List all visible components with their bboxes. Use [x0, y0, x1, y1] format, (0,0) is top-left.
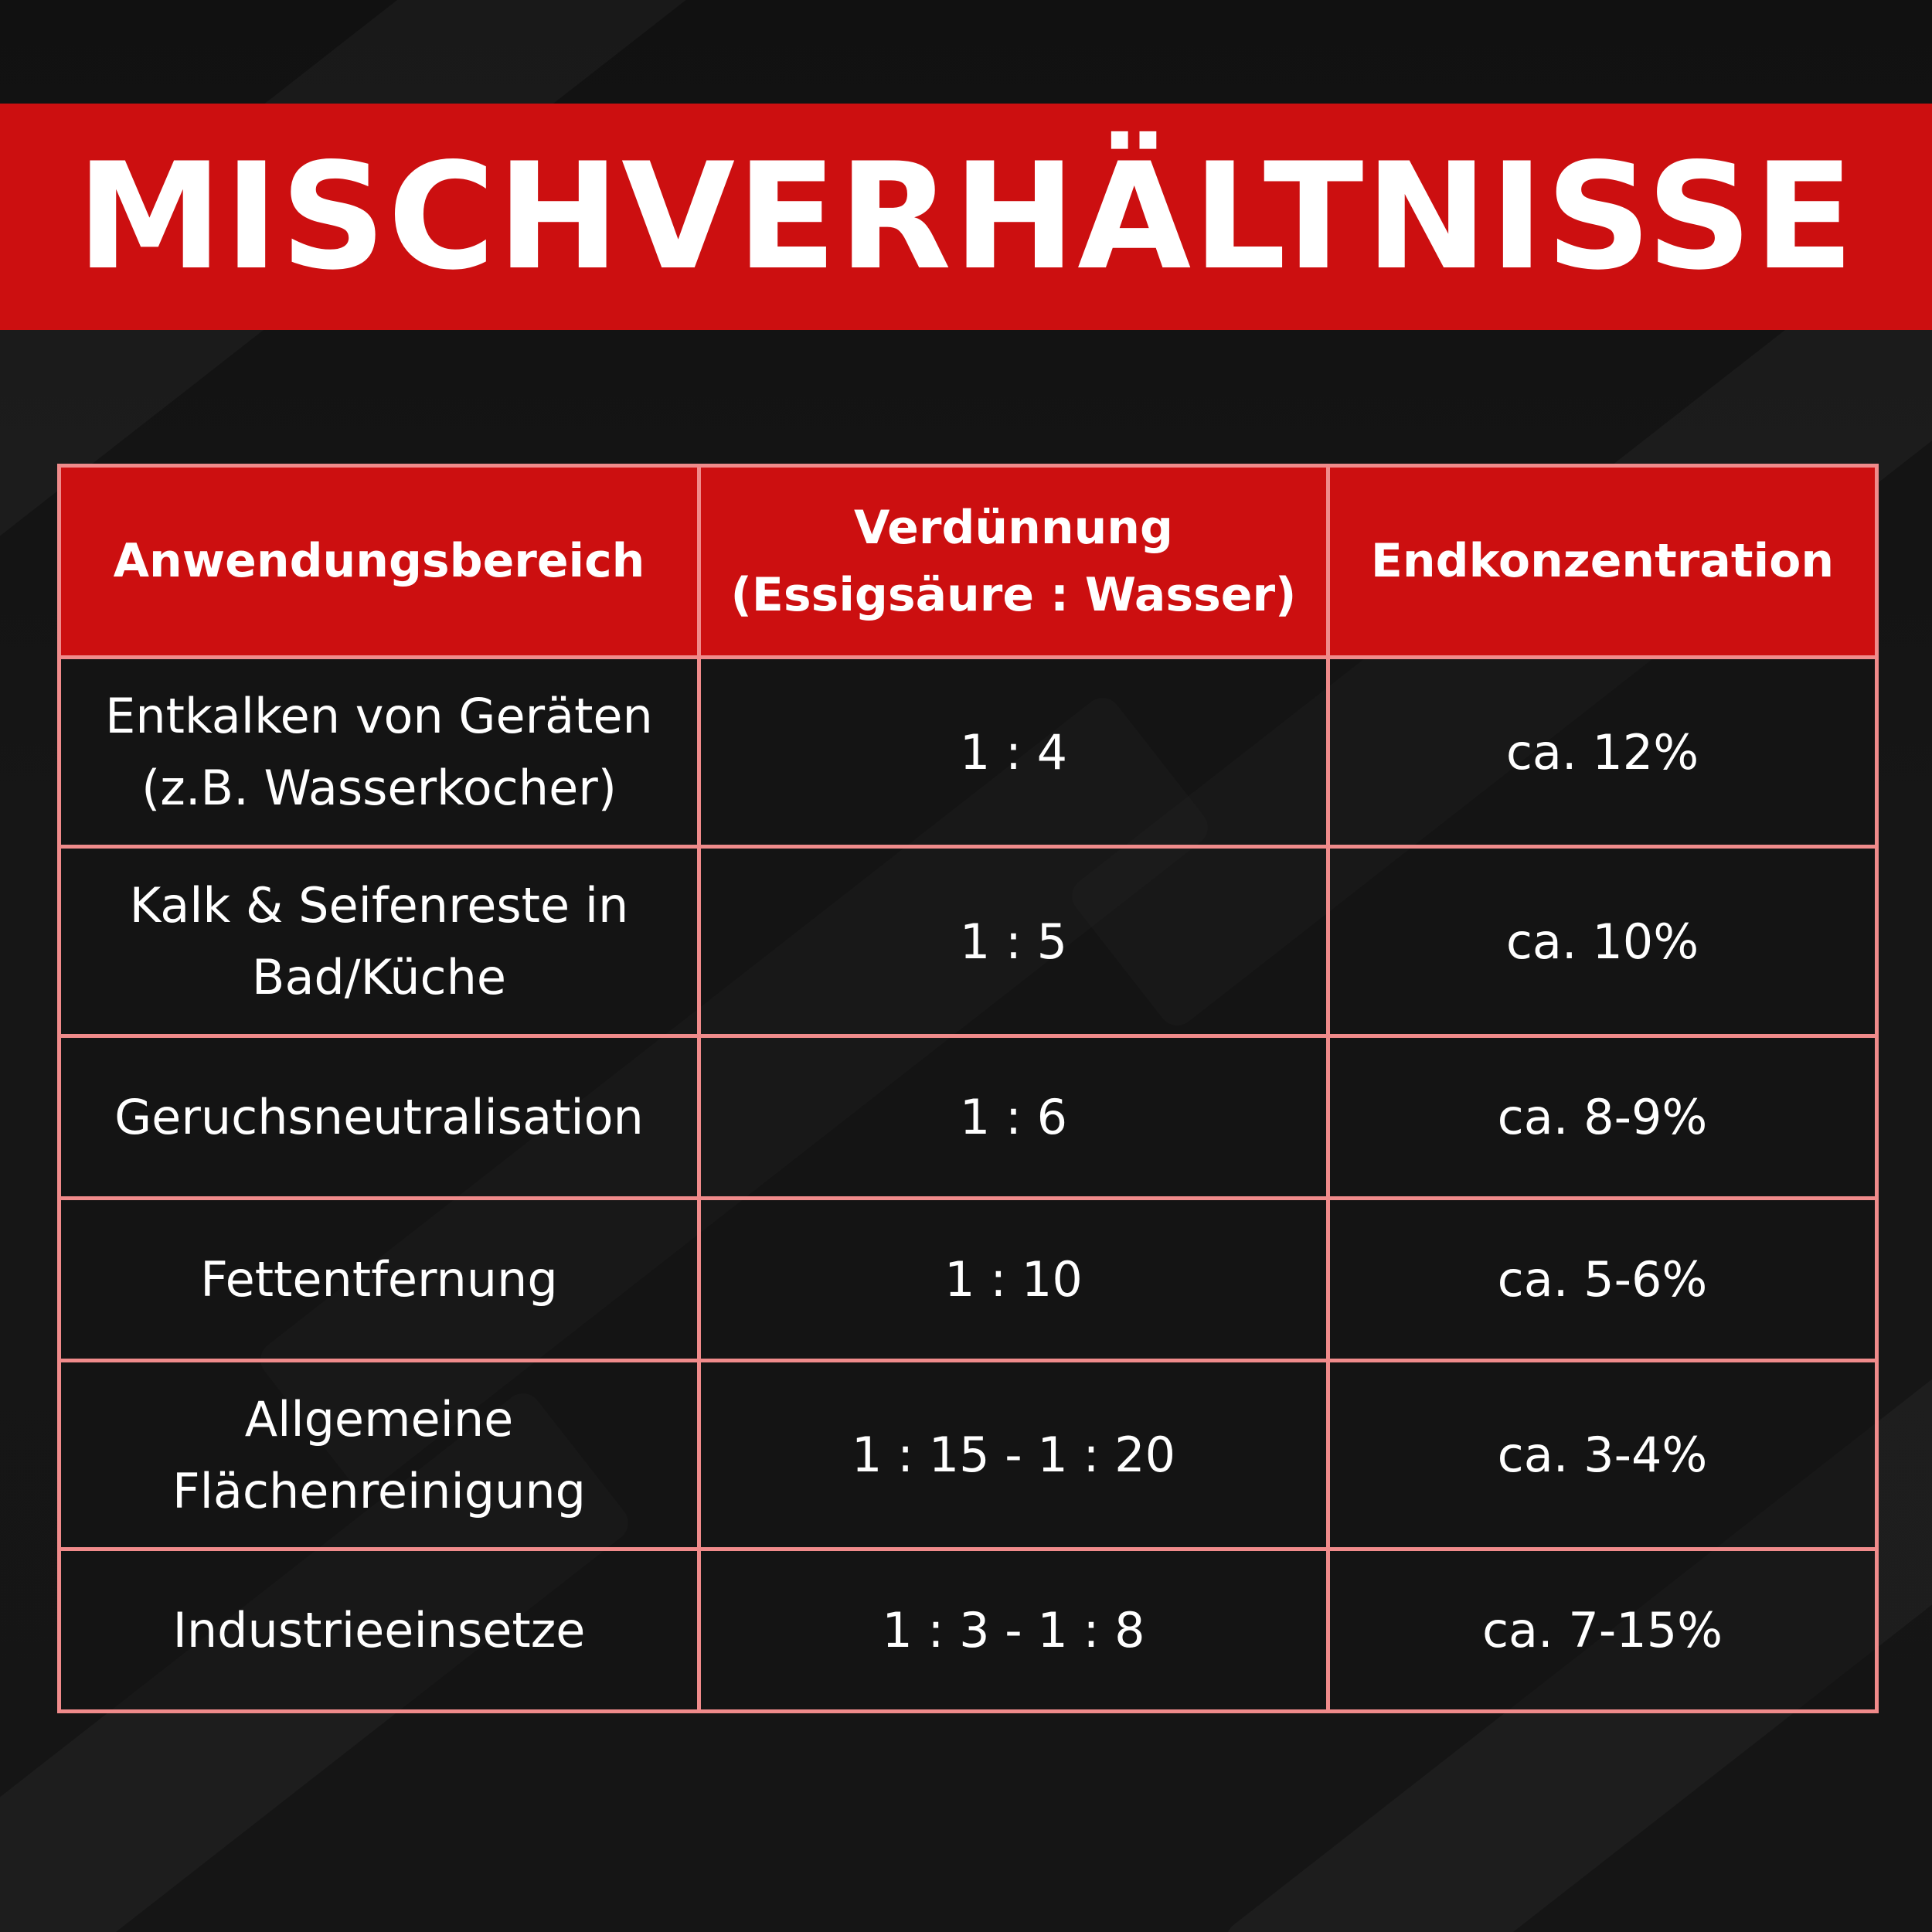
- cell-application: [60, 1199, 699, 1361]
- page-title: MISCHVERHÄLTNISSE: [76, 131, 1856, 302]
- cell-application: [60, 1361, 699, 1549]
- header-dilution-line1: Verdünnung: [854, 500, 1173, 555]
- cell-concentration: ca. 10%: [1328, 847, 1877, 1036]
- header-dilution: [699, 466, 1328, 658]
- header-concentration-label: Endkonzentration: [1370, 534, 1835, 588]
- cell-concentration: ca. 7-15%: [1328, 1549, 1877, 1712]
- cell-application: [60, 1036, 699, 1199]
- cell-application-line1: Entkalken von Geräten: [105, 688, 653, 744]
- header-application: [60, 466, 699, 658]
- cell-application-line2: Flächenreinigung: [172, 1462, 587, 1519]
- header-dilution-line2: (Essigsäure : Wasser): [730, 567, 1297, 622]
- cell-application-line1: Industrieeinsetze: [172, 1602, 586, 1658]
- cell-concentration: ca. 3-4%: [1328, 1361, 1877, 1549]
- cell-application-line1: Allgemeine: [244, 1390, 514, 1447]
- header-concentration: [1328, 466, 1877, 658]
- cell-concentration: ca. 12%: [1328, 658, 1877, 847]
- cell-application-line1: Kalk & Seifenreste in: [129, 877, 629, 934]
- mixing-table: [57, 464, 1875, 1709]
- cell-dilution: 1 : 10: [699, 1199, 1328, 1361]
- table-row: [60, 1036, 1877, 1199]
- table-row: [60, 1549, 1877, 1712]
- ratio-table: [57, 464, 1879, 1713]
- cell-dilution: 1 : 5: [699, 847, 1328, 1036]
- table-row: [60, 847, 1877, 1036]
- cell-concentration: ca. 5-6%: [1328, 1199, 1877, 1361]
- cell-application-line2: (z.B. Wasserkocher): [141, 760, 617, 816]
- cell-application: [60, 658, 699, 847]
- title-banner: [0, 104, 1932, 330]
- cell-dilution: 1 : 4: [699, 658, 1328, 847]
- header-application-label: Anwendungsbereich: [113, 534, 645, 588]
- cell-dilution: 1 : 6: [699, 1036, 1328, 1199]
- table-header-row: [60, 466, 1877, 658]
- table-row: [60, 1199, 1877, 1361]
- cell-application-line2: Bad/Küche: [251, 949, 507, 1005]
- cell-application-line1: Fettentfernung: [200, 1251, 558, 1308]
- table-row: [60, 1361, 1877, 1549]
- cell-application: [60, 1549, 699, 1712]
- cell-concentration: ca. 8-9%: [1328, 1036, 1877, 1199]
- cell-application: [60, 847, 699, 1036]
- cell-application-line1: Geruchsneutralisation: [114, 1089, 644, 1145]
- cell-dilution: 1 : 15 - 1 : 20: [699, 1361, 1328, 1549]
- cell-dilution: 1 : 3 - 1 : 8: [699, 1549, 1328, 1712]
- table-row: [60, 658, 1877, 847]
